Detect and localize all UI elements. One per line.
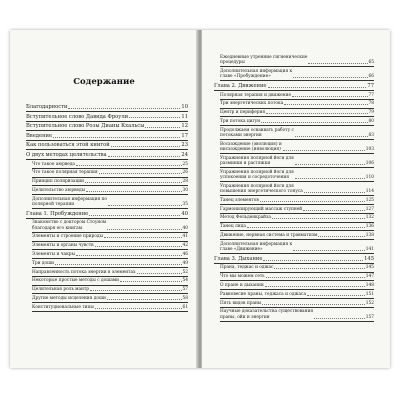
entry-underline	[220, 280, 374, 281]
entry-underline	[26, 121, 188, 122]
dot-leader	[292, 96, 368, 97]
toc-entry	[214, 301, 374, 308]
page-title: Содержание	[73, 77, 135, 87]
dot-leader	[85, 182, 182, 183]
toc-entry-page: 11	[181, 113, 188, 120]
toc-entry	[26, 278, 188, 285]
dot-leader	[293, 250, 365, 251]
toc-entry-title: Элементы и строение природы	[32, 234, 103, 240]
entry-underline	[220, 195, 374, 196]
right-page	[202, 30, 390, 368]
dot-leader	[90, 290, 181, 291]
toc-entry-title: Научные доказательства существования праны, ойи и энергии	[220, 309, 314, 320]
entry-underline	[32, 302, 188, 303]
toc-entry-title: Дополнительная информация по полярной терапии	[32, 196, 107, 207]
toc-entry-page: 12	[181, 123, 188, 130]
toc-entry	[214, 309, 374, 321]
dot-leader	[108, 205, 182, 206]
entry-underline	[220, 222, 374, 223]
toc-entry-page: 79	[368, 110, 374, 116]
entry-underline	[26, 111, 188, 112]
toc-entry	[214, 215, 374, 222]
toc-entry-title: Пять видов праны	[220, 300, 262, 306]
toc-entry	[214, 110, 374, 117]
dot-leader	[263, 260, 363, 261]
entry-underline	[32, 293, 188, 294]
toc-entry-page: 46	[182, 251, 188, 257]
toc-entry	[214, 69, 374, 81]
entry-underline	[32, 311, 188, 312]
toc-entry-title: Элементы и чакры	[32, 251, 75, 257]
table-of-contents	[10, 104, 198, 314]
toc-entry	[214, 119, 374, 126]
toc-entry-title: Конституциональные типы	[32, 304, 94, 310]
toc-entry-page: 17	[181, 132, 188, 139]
entry-underline	[26, 130, 188, 131]
toc-entry	[214, 93, 374, 100]
toc-entry-page: 77	[368, 92, 374, 98]
toc-entry	[214, 265, 374, 272]
entry-underline	[220, 230, 374, 231]
toc-entry-page: 132	[365, 215, 374, 221]
toc-entry-page: 114	[365, 188, 374, 194]
toc-entry-page: 138	[365, 232, 374, 238]
dot-leader	[293, 77, 367, 78]
entry-underline	[220, 153, 374, 154]
toc-entry	[26, 133, 188, 141]
entry-underline	[32, 285, 188, 286]
toc-entry	[26, 305, 188, 312]
toc-entry	[214, 256, 374, 264]
entry-underline	[220, 66, 374, 67]
toc-entry-page: 147	[365, 274, 374, 280]
toc-entry	[26, 188, 188, 195]
table-of-contents-continued	[202, 55, 390, 323]
toc-entry-page: 23	[181, 142, 188, 149]
entry-underline	[26, 149, 188, 150]
entry-underline	[26, 140, 188, 141]
toc-entry-page: 25	[182, 161, 188, 167]
toc-entry-page: 103	[365, 146, 374, 152]
toc-entry-title: Метод Фельденкрайза	[220, 215, 271, 221]
toc-entry	[26, 170, 188, 177]
entry-underline	[220, 272, 374, 273]
toc-entry-page: 148	[365, 282, 374, 288]
toc-entry-title: Полярная терапия и движение	[220, 92, 291, 98]
toc-entry-page: 28	[182, 179, 188, 185]
toc-entry-title: Дополнительная информация к главе «Движение»	[220, 241, 293, 252]
dot-leader	[247, 227, 365, 228]
toc-entry-title: Глава 2. Движение	[214, 83, 267, 89]
dot-leader	[53, 137, 180, 138]
toc-entry	[214, 83, 374, 91]
dot-leader	[129, 117, 180, 118]
toc-entry-title: Другие методы исцеления доши	[32, 295, 106, 301]
dot-leader	[314, 318, 365, 319]
toc-entry-title: Вступительное слово Розы Дианы Кхальсы	[26, 123, 145, 130]
toc-entry-page: 141	[365, 246, 374, 252]
toc-entry	[214, 198, 374, 205]
toc-entry-title: Введение	[26, 132, 53, 139]
entry-underline	[220, 139, 374, 140]
toc-entry-title: Целительство аюрведы	[32, 187, 86, 193]
toc-entry-title: Целительная роль мантр	[32, 287, 90, 293]
entry-underline	[220, 307, 374, 308]
toc-entry-page: 54	[182, 278, 188, 284]
toc-entry	[26, 220, 188, 232]
toc-entry	[26, 211, 188, 219]
toc-entry	[214, 170, 374, 182]
toc-entry-title: Глава 1. Пробуждение	[26, 210, 89, 217]
toc-entry	[26, 123, 188, 131]
open-book	[10, 30, 390, 368]
toc-entry-page: 52	[182, 269, 188, 275]
entry-underline	[220, 253, 374, 254]
toc-entry	[214, 128, 374, 140]
toc-entry-title: Три доши	[32, 260, 54, 266]
dot-leader	[261, 122, 367, 123]
dot-leader	[120, 281, 182, 282]
toc-entry-title: Ежедневные утренние гигиенические процедуры	[220, 55, 308, 66]
entry-underline	[32, 194, 188, 195]
toc-entry-title: Три потока цигун	[220, 118, 261, 124]
toc-entry	[26, 179, 188, 186]
dot-leader	[99, 173, 182, 174]
toc-entry-page: 136	[365, 224, 374, 230]
dot-leader	[266, 113, 367, 114]
toc-entry-page: 26	[182, 170, 188, 176]
dot-leader	[104, 237, 182, 238]
toc-entry-page: 58	[182, 295, 188, 301]
toc-entry-title: О пране и дыхании	[220, 282, 264, 288]
toc-entry-page: 145	[364, 255, 374, 262]
toc-entry	[26, 142, 188, 150]
toc-entry-title: Упражнения полярной йоги для разминки и растяжки	[220, 155, 294, 166]
toc-entry-page: 57	[182, 287, 188, 293]
entry-underline	[220, 298, 374, 299]
toc-entry	[214, 207, 374, 214]
toc-entry	[214, 283, 374, 290]
entry-underline	[220, 125, 374, 126]
dot-leader	[308, 63, 367, 64]
dot-leader	[86, 191, 181, 192]
toc-entry	[214, 184, 374, 196]
toc-entry-title: Благодарности	[26, 104, 68, 110]
entry-underline	[220, 99, 374, 100]
toc-entry-title: Упражнения полярной йоги для повышения энергетического тонуса	[220, 183, 303, 194]
toc-entry-title: Что мы можем сеть	[220, 274, 265, 280]
entry-underline	[32, 168, 188, 169]
entry-underline	[32, 249, 188, 250]
toc-entry-page: 125	[365, 197, 374, 203]
entry-underline	[220, 80, 374, 81]
toc-entry-page: 65	[368, 60, 374, 66]
toc-entry-page: 41	[182, 234, 188, 240]
toc-entry-title: Упражнения полярной йоги для успокоения и сосредоточения	[220, 169, 294, 180]
toc-entry-title: Прана, теджас и оджас	[220, 265, 274, 271]
toc-entry-page: 80	[368, 118, 374, 124]
dot-leader	[107, 229, 181, 230]
toc-entry-title: Продолжаем осваивать работу с потоками энергии	[220, 127, 294, 138]
toc-entry	[214, 274, 374, 281]
dot-leader	[55, 264, 182, 265]
toc-entry-page: 35	[182, 201, 188, 207]
toc-entry	[26, 252, 188, 259]
toc-entry-page: 78	[368, 101, 374, 107]
toc-entry-page: 83	[368, 132, 374, 138]
toc-entry-title: Направленность потока энергии в элементах	[32, 269, 136, 275]
entry-underline	[220, 321, 374, 322]
dot-leader	[303, 210, 365, 211]
entry-underline	[220, 116, 374, 117]
entry-underline	[32, 232, 188, 233]
toc-entry	[26, 152, 188, 160]
entry-underline	[220, 239, 374, 240]
toc-entry	[214, 242, 374, 254]
entry-underline	[32, 241, 188, 242]
entry-underline	[214, 90, 374, 91]
entry-underline	[220, 181, 374, 182]
toc-entry	[214, 292, 374, 299]
entry-underline	[220, 213, 374, 214]
dot-leader	[268, 87, 367, 88]
toc-entry	[26, 197, 188, 209]
toc-entry-title: Центр и периферия	[220, 110, 266, 116]
entry-underline	[26, 218, 188, 219]
dot-leader	[262, 304, 364, 305]
dot-leader	[260, 201, 365, 202]
toc-entry	[26, 162, 188, 169]
toc-entry-page: 145	[365, 265, 374, 271]
toc-entry	[26, 243, 188, 250]
dot-leader	[76, 255, 182, 256]
toc-entry-page: 10	[181, 104, 188, 110]
entry-underline	[214, 263, 374, 264]
dot-leader	[284, 104, 367, 105]
dot-leader	[76, 165, 182, 166]
dot-leader	[304, 192, 365, 193]
dot-leader	[265, 286, 365, 287]
entry-underline	[32, 185, 188, 186]
dot-leader	[295, 164, 365, 165]
toc-entry-title: Равновесие праны, теджаса и оджаса	[220, 291, 307, 297]
dot-leader	[89, 215, 180, 216]
entry-underline	[220, 108, 374, 109]
toc-entry-page: 127	[365, 206, 374, 212]
toc-entry	[214, 156, 374, 168]
toc-entry-page: 40	[181, 210, 188, 217]
toc-entry	[26, 296, 188, 303]
toc-entry	[26, 270, 188, 277]
toc-entry-title: Глава 3. Дыхание	[214, 255, 263, 262]
toc-entry-title: Танец лица	[220, 224, 246, 230]
dot-leader	[108, 156, 181, 157]
dot-leader	[107, 299, 182, 300]
entry-underline	[220, 204, 374, 205]
toc-entry-page: 77	[367, 83, 374, 89]
toc-entry-title: Как пользоваться этой книгой	[26, 142, 110, 149]
toc-entry-title: Некоторые простые методы с дошами	[32, 278, 119, 284]
toc-entry-title: О двух методах целительства	[26, 151, 107, 158]
dot-leader	[274, 268, 364, 269]
toc-entry	[26, 114, 188, 122]
toc-entry	[26, 104, 188, 112]
toc-entry-page: 42	[182, 243, 188, 249]
toc-entry-page: 40	[182, 225, 188, 231]
toc-entry-title: Принцип поляризации	[32, 179, 84, 185]
dot-leader	[295, 136, 368, 137]
dot-leader	[111, 146, 181, 147]
toc-entry-title: Что такое полярная терапия	[32, 170, 98, 176]
entry-underline	[32, 177, 188, 178]
entry-underline	[220, 167, 374, 168]
toc-entry	[214, 55, 374, 67]
entry-underline	[26, 159, 188, 160]
toc-entry-title: Гармонизирующий массаж ступней	[220, 206, 303, 212]
toc-entry-page: 157	[365, 314, 374, 320]
toc-entry-title: Знакомство с доктором Стоуном благодаря его книгам	[32, 220, 107, 231]
toc-entry-page: 49	[182, 260, 188, 266]
toc-entry	[214, 101, 374, 108]
toc-entry-title: Что такое аюрведа	[32, 161, 75, 167]
toc-entry	[214, 142, 374, 154]
toc-entry-title: Восхождение (эволюция) и нисхождение (инволюция)	[220, 141, 282, 152]
dot-leader	[283, 150, 365, 151]
toc-entry-page: 61	[182, 304, 188, 310]
toc-entry	[214, 224, 374, 231]
entry-underline	[32, 258, 188, 259]
toc-entry-title: Элементы и органы чувств	[32, 243, 94, 249]
entry-underline	[220, 289, 374, 290]
dot-leader	[95, 246, 182, 247]
toc-entry	[214, 233, 374, 240]
toc-entry-title: Три энергетических потока	[220, 101, 284, 107]
toc-entry-title: Танец элементов	[220, 197, 259, 203]
dot-leader	[318, 236, 364, 237]
entry-underline	[32, 208, 188, 209]
toc-entry-page: 106	[365, 160, 374, 166]
dot-leader	[295, 178, 365, 179]
toc-entry-page: 24	[181, 151, 188, 158]
toc-entry-page: 151	[365, 291, 374, 297]
toc-entry-page: 66	[368, 74, 374, 80]
toc-entry	[26, 261, 188, 268]
entry-underline	[32, 267, 188, 268]
dot-leader	[95, 308, 182, 309]
toc-entry-title: Движение, нервная система и травматизм	[220, 232, 318, 238]
entry-underline	[32, 276, 188, 277]
dot-leader	[68, 108, 180, 109]
dot-leader	[307, 295, 365, 296]
dot-leader	[145, 127, 180, 128]
toc-entry-title: Вступительное слово Давида Фроули	[26, 113, 129, 120]
dot-leader	[272, 218, 365, 219]
dot-leader	[137, 273, 182, 274]
toc-entry	[26, 287, 188, 294]
dot-leader	[266, 277, 365, 278]
toc-entry-page: 152	[365, 300, 374, 306]
toc-entry	[26, 234, 188, 241]
toc-entry-page: 110	[365, 174, 374, 180]
left-page	[10, 30, 198, 368]
toc-entry-title: Дополнительная информация к главе «Пробуждение»	[220, 69, 293, 80]
toc-entry-page: 30	[182, 187, 188, 193]
